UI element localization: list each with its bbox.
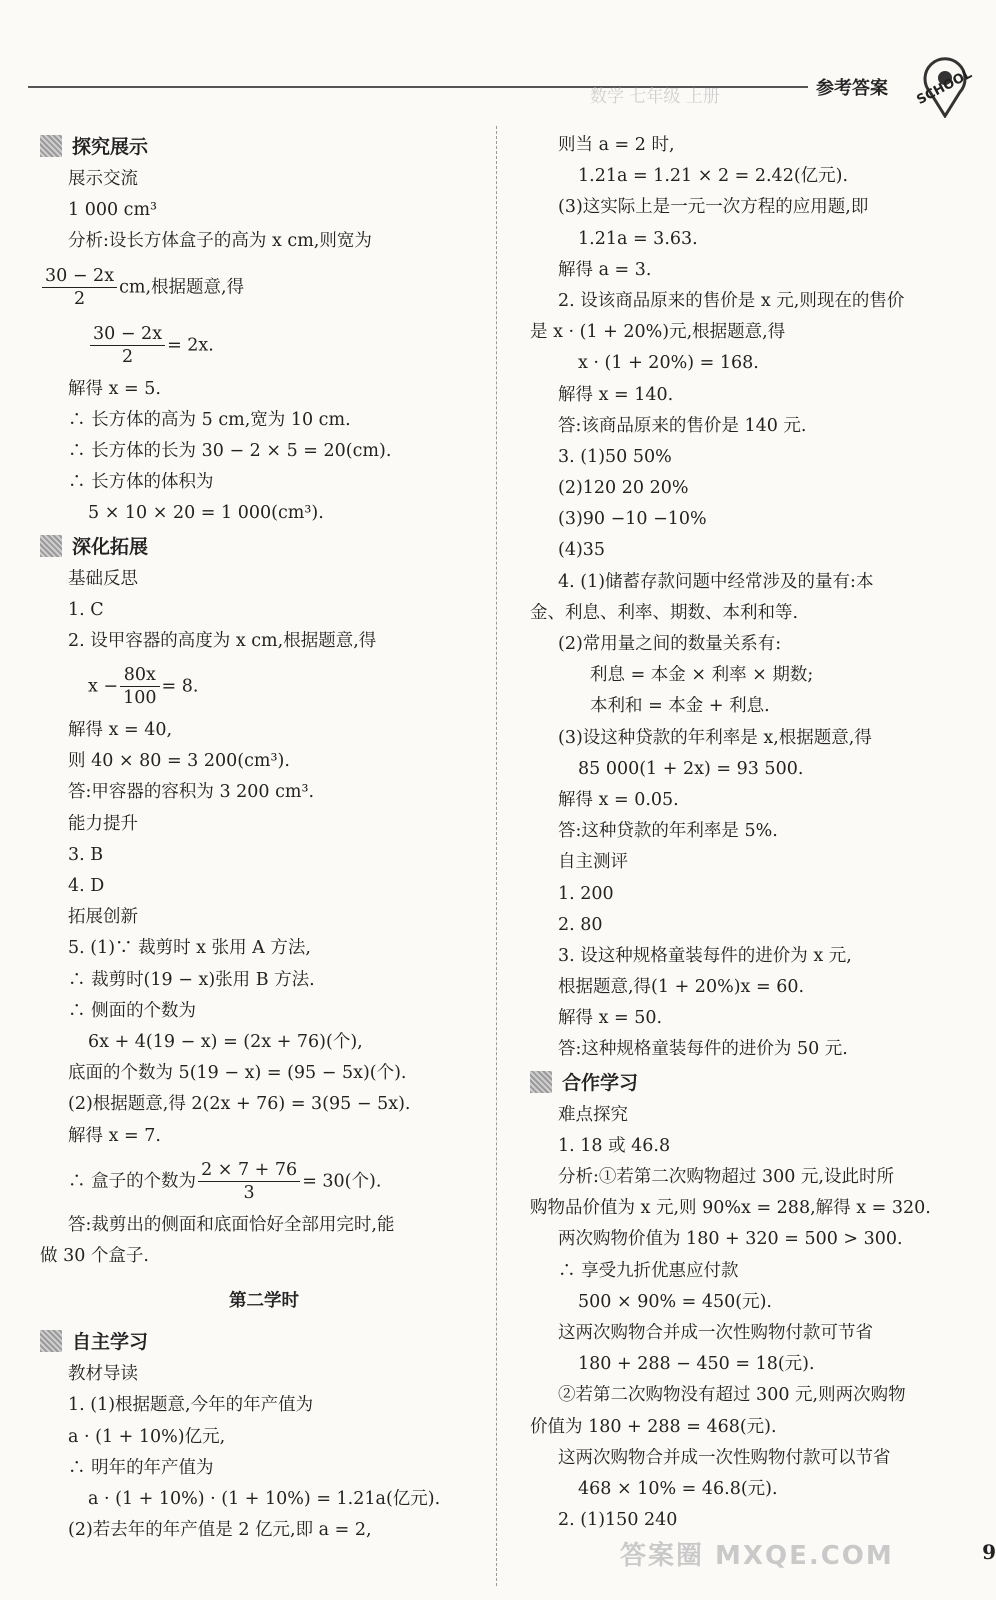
answer-line: 分析:设长方体盒子的高为 x cm,则宽为 [68, 231, 372, 252]
answer-line: 这两次购物合并成一次性购物付款可节省 [558, 1322, 873, 1343]
answer-line: ∴ 长方体的长为 30 − 2 × 5 = 20(cm). [68, 440, 392, 461]
answer-line: 1. (1)根据题意,今年的年产值为 [68, 1395, 314, 1416]
header-faint-text: 数学 七年级 上册 [590, 87, 720, 107]
answer-line: 解得 x = 0.05. [558, 789, 679, 810]
page-number: 9 [982, 1540, 996, 1564]
watermark: 答案圈 MXQE.COM [620, 1541, 894, 1571]
left-column [40, 130, 488, 1546]
answer-line: 这两次购物合并成一次性购物付款可以节省 [558, 1447, 891, 1468]
answer-line: 本利和 = 本金 + 利息. [590, 696, 770, 717]
answer-line: 是 x · (1 + 20%)元,根据题意,得 [530, 322, 786, 343]
answer-line: 2. 设甲容器的高度为 x cm,根据题意,得 [68, 630, 377, 651]
answer-line: 1. 18 或 46.8 [558, 1135, 671, 1156]
answer-line: 答:甲容器的容积为 3 200 cm³. [68, 782, 315, 803]
column-divider [496, 126, 497, 1586]
answer-line: ∴ 享受九折优惠应付款 [558, 1260, 739, 1281]
section-heading: 自主学习 [40, 1325, 488, 1359]
section-heading: 合作学习 [530, 1066, 970, 1100]
answer-line: 解得 x = 5. [68, 378, 161, 399]
section-heading: 探究展示 [40, 130, 488, 164]
answer-line: (2)120 20 20% [558, 478, 689, 499]
answer-line: 解得 a = 3. [558, 259, 652, 280]
answer-line: 答:该商品原来的售价是 140 元. [558, 415, 807, 436]
answer-line: 价值为 180 + 288 = 468(元). [530, 1416, 777, 1437]
answer-line: (2)若去年的年产值是 2 亿元,即 a = 2, [68, 1520, 372, 1541]
answer-line: (4)35 [558, 540, 606, 561]
fraction: $\frac{80x}{100}$ [120, 664, 159, 709]
answer-line: ∴ 长方体的体积为 [68, 472, 214, 493]
section-square-icon [40, 535, 62, 557]
answer-line: 解得 x = 40, [68, 720, 173, 741]
answer-line: (3)这实际上是一元一次方程的应用题,即 [558, 197, 869, 218]
answer-line: 底面的个数为 5(19 − x) = (95 − 5x)(个). [68, 1063, 407, 1084]
svg-text:SCHOOL: SCHOOL [914, 66, 975, 109]
section-heading: 深化拓展 [40, 530, 488, 564]
answer-line: (3)90 −10 −10% [558, 509, 707, 530]
answer-line: 答:这种贷款的年利率是 5%. [558, 821, 778, 842]
answer-line: 180 + 288 − 450 = 18(元). [578, 1354, 815, 1375]
answer-line: 购物品价值为 x 元,则 90%x = 288,解得 x = 320. [530, 1198, 931, 1219]
answer-line: x · (1 + 20%) = 168. [578, 353, 759, 374]
answer-line: (2)常用量之间的数量关系有: [558, 634, 782, 654]
answer-line: (3)设这种贷款的年利率是 x,根据题意,得 [558, 727, 872, 748]
answer-line: 468 × 10% = 46.8(元). [578, 1478, 778, 1499]
answer-line: 5. (1)∵ 裁剪时 x 张用 A 方法, [68, 938, 311, 959]
section-square-icon [40, 1330, 62, 1352]
answer-line: 解得 x = 140. [558, 384, 674, 405]
answer-line: 根据题意,得(1 + 20%)x = 60. [558, 977, 805, 998]
answer-line: 两次购物价值为 180 + 320 = 500 > 300. [558, 1229, 903, 1250]
answer-line: ②若第二次购物没有超过 300 元,则两次购物 [558, 1385, 906, 1406]
answer-line: 5 × 10 × 20 = 1 000(cm³). [88, 503, 324, 524]
subheading: 教材导读 [68, 1364, 138, 1385]
answer-line: 2. 设该商品原来的售价是 x 元,则现在的售价 [558, 290, 905, 311]
answer-line: 3. B [68, 844, 104, 865]
fraction: $\frac{30 - 2x}{2}$ [90, 323, 165, 368]
answer-line: 4. D [68, 876, 105, 896]
answer-line: 500 × 90% = 450(元). [578, 1291, 772, 1312]
answer-line: 分析:①若第二次购物超过 300 元,设此时所 [558, 1167, 894, 1187]
answer-line: 85 000(1 + 2x) = 93 500. [578, 758, 804, 779]
answer-line: ∴ 裁剪时(19 − x)张用 B 方法. [68, 969, 315, 990]
answer-line: 则 40 × 80 = 3 200(cm³). [68, 751, 290, 772]
answer-line: 3. (1)50 50% [558, 446, 672, 467]
answer-line: 2. 80 [558, 914, 603, 935]
subheading: 拓展创新 [68, 907, 138, 928]
answer-line: 1.21a = 1.21 × 2 = 2.42(亿元). [578, 166, 849, 187]
right-column [530, 130, 970, 1536]
answer-line: 4. (1)储蓄存款问题中经常涉及的量有:本 [558, 571, 874, 592]
answer-line: 6x + 4(19 − x) = (2x + 76)(个), [88, 1031, 363, 1052]
answer-line: 答:这种规格童装每件的进价为 50 元. [558, 1039, 848, 1060]
section-square-icon [40, 135, 62, 157]
answer-line: 金、利息、利率、期数、本利和等. [530, 602, 799, 623]
answer-line: 1. C [68, 599, 104, 620]
answer-line: 利息 = 本金 × 利率 × 期数; [590, 665, 814, 686]
answer-line: a · (1 + 10%)亿元, [68, 1426, 226, 1447]
subheading: 基础反思 [68, 568, 138, 589]
answer-line: a · (1 + 10%) · (1 + 10%) = 1.21a(亿元). [88, 1489, 441, 1510]
section-square-icon [530, 1071, 552, 1093]
answer-line: ∴ 明年的年产值为 [68, 1457, 214, 1478]
subheading: 展示交流 [68, 169, 138, 189]
subheading: 能力提升 [68, 813, 138, 834]
answer-line: 解得 x = 7. [68, 1125, 161, 1146]
answer-line: 答:裁剪出的侧面和底面恰好全部用完时,能 [68, 1214, 395, 1235]
fraction: $\frac{30 - 2x}{2}$ [42, 265, 117, 310]
answer-line: ∴ 侧面的个数为 [68, 1000, 197, 1021]
answer-line: (2)根据题意,得 2(2x + 76) = 3(95 − 5x). [68, 1094, 411, 1115]
fraction-line: $\frac{30 - 2x}{2}$ cm,根据题意,得 [40, 258, 488, 316]
fraction-line: $\frac{30 - 2x}{2}$ = 2x. [40, 316, 488, 374]
fraction-line: ∴ 盒子的个数为 $\frac{2 \times 7 + 76}{3}$ = 30(个). [68, 1159, 382, 1203]
answer-line: 2. (1)150 240 [558, 1510, 678, 1531]
answer-line: ∴ 长方体的高为 5 cm,宽为 10 cm. [68, 409, 351, 430]
answer-line: 3. 设这种规格童装每件的进价为 x 元, [558, 945, 852, 966]
header-title: 参考答案 [816, 78, 888, 99]
answer-line: 解得 x = 50. [558, 1008, 663, 1029]
answer-line: 做 30 个盒子. [40, 1245, 149, 1266]
fraction-line: x − $\frac{80x}{100}$ = 8. [88, 665, 199, 709]
subheading: 难点探究 [558, 1104, 628, 1125]
subheading: 自主测评 [558, 852, 628, 873]
answer-line: 1 000 cm³ [68, 200, 158, 221]
answer-line: 1.21a = 3.63. [578, 228, 698, 249]
answer-line: 1. 200 [558, 883, 614, 904]
lesson-title: 第二学时 [229, 1291, 299, 1312]
fraction: $\frac{2 \times 7 + 76}{3}$ [198, 1159, 300, 1204]
school-logo-icon [908, 52, 982, 118]
answer-line: 则当 a = 2 时, [558, 135, 675, 155]
